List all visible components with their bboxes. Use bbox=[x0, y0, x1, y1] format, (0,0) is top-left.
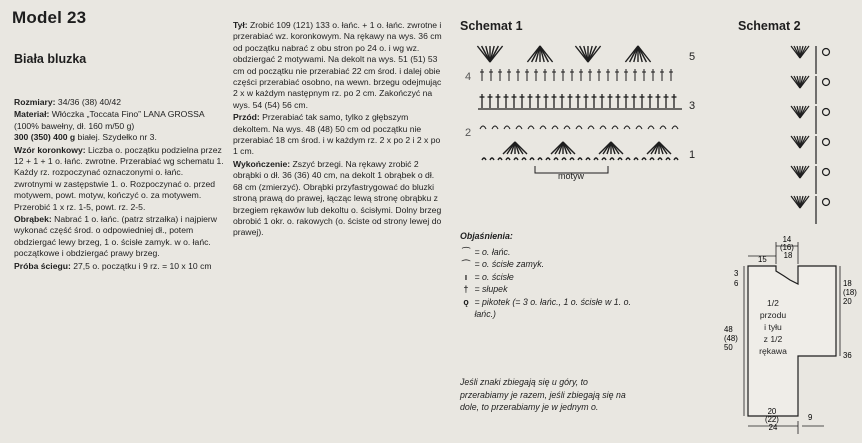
legend-item-chain bbox=[460, 246, 640, 259]
dim-bottom-line-2: (22) bbox=[764, 415, 779, 424]
legend-text-slip: = o. ścisłe zamyk. bbox=[474, 259, 545, 269]
pattern-subtitle: Biała bluzka bbox=[14, 52, 87, 66]
chain-row1 bbox=[658, 158, 662, 160]
dim-top-width-line-2: (16) bbox=[779, 243, 794, 252]
chain-arc-row2 bbox=[576, 126, 582, 129]
front-text: Przerabiać tak samo, tylko z głębszym dekoltem. Na wys. 48 (48) 50 cm od początku nie przerabiać 18 cm środ. i w każdym rz. 2 x po 2 i 2 x po 1 cm. bbox=[233, 112, 441, 157]
dim-body-height-line-2: (48) bbox=[724, 334, 738, 343]
schematic-outline bbox=[748, 266, 836, 416]
chain-row1 bbox=[490, 158, 494, 160]
dim-top-width bbox=[780, 235, 796, 260]
chain-arc-row2 bbox=[540, 126, 546, 129]
fan-row1-2 bbox=[599, 142, 623, 154]
row-number-3: 3 bbox=[689, 100, 696, 112]
edging-fan-1 bbox=[791, 76, 809, 88]
row-number-4: 4 bbox=[465, 71, 472, 83]
legend-item-slip bbox=[460, 258, 640, 271]
chain-arc-row2 bbox=[480, 126, 486, 129]
material-weight: 300 (350) 400 g bbox=[14, 132, 76, 143]
picot-1 bbox=[823, 79, 830, 86]
instructions-column-1 bbox=[14, 97, 224, 273]
edging-fan-3 bbox=[791, 136, 809, 148]
chain-stitch-icon: ⁀ bbox=[462, 246, 470, 257]
dim-armhole-line-3: 20 bbox=[843, 297, 852, 306]
picot-5 bbox=[823, 199, 830, 206]
piece-label-line-2: przodu bbox=[759, 310, 787, 320]
dim-side-height: 36 bbox=[843, 351, 852, 360]
chain-row1 bbox=[634, 158, 638, 160]
piece-label-line-5: rękawa bbox=[759, 346, 787, 356]
chain-arc-row2 bbox=[636, 126, 642, 129]
legend bbox=[460, 230, 640, 321]
picot-3 bbox=[823, 139, 830, 146]
gauge-label: Próba ściegu: bbox=[14, 260, 71, 271]
dim-body-height-line-1: 48 bbox=[724, 325, 733, 334]
lace-paragraph bbox=[14, 145, 224, 213]
legend-footnote: Jeśli znaki zbiegają się u góry, to przerabiamy je razem, jeśli zbiegają się na dole, to przerabiamy je w jednym o. bbox=[460, 377, 626, 412]
edge-text: Nabrać 1 o. łańc. (patrz strzałka) i najpierw wykonać część środ. o odpowiedniej dł., potem obdziergać lewy brzeg, 1 o. ścisłe zamyk. w o. łańc. początkowe i obdziergać prawy brzeg. bbox=[14, 214, 217, 259]
finish-text: Zszyć brzegi. Na rękawy zrobić 2 obrąbki o dł. 36 (36) 40 cm, na dekolt 1 obrąbek o dł. 68 cm (zmierzyć). Obrąbki przyfastrygować do bluzki stroną prawą do prawej, łącząc lewą stronę obrąbku z brzegiem rękawów lub dekoltu o. ścisłymi. Dolny brzeg obrobić 1 okr. o. rakowych (o. ściste od strony lewej do prawej). bbox=[233, 158, 442, 238]
back-paragraph bbox=[233, 20, 445, 111]
legend-text-double: = słupek bbox=[474, 284, 508, 294]
row-number-5: 5 bbox=[689, 51, 696, 63]
edge-paragraph bbox=[14, 214, 224, 260]
chain-arc-row2 bbox=[492, 126, 498, 129]
material-label: Materiał: bbox=[14, 109, 50, 120]
chain-row1 bbox=[570, 158, 574, 160]
chain-row1 bbox=[650, 158, 654, 160]
slip-stitch-icon: ⌒ bbox=[461, 259, 471, 269]
dim-bottom-line-1: 20 bbox=[767, 407, 777, 416]
back-label: Tył: bbox=[233, 20, 248, 30]
legend-item-double bbox=[460, 283, 640, 296]
row-number-2: 2 bbox=[465, 127, 472, 139]
picot-2 bbox=[823, 109, 830, 116]
picot-0 bbox=[823, 49, 830, 56]
chain-row1 bbox=[554, 158, 558, 160]
dim-top-width-line-3: 18 bbox=[783, 251, 793, 260]
chain-arc-row2 bbox=[564, 126, 570, 129]
edging-chart bbox=[786, 36, 856, 226]
dim-armhole-line-2: (18) bbox=[843, 288, 857, 297]
piece-label-line-4: z 1/2 bbox=[763, 334, 783, 344]
garment-schematic bbox=[724, 235, 857, 436]
chain-row1 bbox=[674, 158, 678, 160]
dim-sleeve: 9 bbox=[808, 413, 813, 422]
lace-label: Wzór koronkowy: bbox=[14, 144, 86, 155]
finish-label: Wykończenie: bbox=[233, 158, 291, 169]
chain-row1 bbox=[586, 158, 590, 160]
chain-row1 bbox=[498, 158, 502, 160]
instructions-column-2 bbox=[233, 20, 445, 240]
chain-row1 bbox=[610, 158, 614, 160]
material-text: Włóczka „Toccata Fino” LANA GROSSA (100% bawełny, dł. 160 m/50 g) bbox=[14, 109, 205, 131]
double-crochet-icon: † bbox=[463, 284, 469, 294]
chain-arc-row2 bbox=[588, 126, 594, 129]
chain-arc-row2 bbox=[660, 126, 666, 129]
dim-body-height-line-3: 50 bbox=[724, 343, 733, 352]
fan-row5-1 bbox=[527, 46, 552, 62]
chart-row-3 bbox=[478, 94, 682, 109]
schema-1-title: Schemat 1 bbox=[460, 19, 523, 33]
model-title: Model 23 bbox=[12, 8, 87, 27]
dim-top-width-line-1: 14 bbox=[782, 235, 792, 244]
finish-paragraph bbox=[233, 159, 445, 239]
front-paragraph bbox=[233, 112, 445, 158]
edging-fan-5 bbox=[791, 196, 809, 208]
motif-label: motyw bbox=[558, 171, 585, 181]
fan-row5-0 bbox=[477, 46, 502, 62]
fan-row1-0 bbox=[503, 142, 527, 154]
chain-row1 bbox=[546, 158, 550, 160]
crochet-chart-1 bbox=[460, 36, 700, 186]
fan-row5-2 bbox=[575, 46, 600, 62]
edging-fan-4 bbox=[791, 166, 809, 178]
chain-row1 bbox=[522, 158, 526, 160]
chain-row1 bbox=[562, 158, 566, 160]
chain-row1 bbox=[602, 158, 606, 160]
chain-arc-row2 bbox=[624, 126, 630, 129]
single-crochet-icon: ı bbox=[464, 271, 468, 282]
chart-row-2 bbox=[480, 126, 678, 129]
chain-row1 bbox=[578, 158, 582, 160]
sizes-paragraph bbox=[14, 97, 224, 108]
dim-neck-drop: 3 bbox=[734, 269, 739, 278]
chain-row1 bbox=[514, 158, 518, 160]
dim-armhole-line-1: 18 bbox=[843, 279, 852, 288]
chain-arc-row2 bbox=[552, 126, 558, 129]
edging-fan-2 bbox=[791, 106, 809, 118]
chain-row1 bbox=[530, 158, 534, 160]
back-text: Zrobić 109 (121) 133 o. łańc. + 1 o. łańc. zwrotne i przerabiać wz. koronkowym. Na rękawy na wys. 36 cm od początku nabrać z obu stron po 24 o. i wg wz. obdziergać 2 motywami. Na dekolt na wys. 51 (51) 53 cm od początku nie przerabiać 22 cm środ. i dalej obie części przerabiać osobno, na wewn. brzegu odejmując 2 x w każdym następnym rz. po 2 cm. Zakończyć na wys. 54 (54) 56 cm. bbox=[233, 20, 442, 110]
piece-label-line-1: 1/2 bbox=[767, 298, 779, 308]
sizes-text: 34/36 (38) 40/42 bbox=[55, 97, 122, 107]
sizes-label: Rozmiary: bbox=[14, 97, 56, 107]
chain-row1 bbox=[618, 158, 622, 160]
chain-row1 bbox=[666, 158, 670, 160]
legend-text-chain: = o. łańc. bbox=[474, 246, 511, 257]
edge-label: Obrąbek: bbox=[14, 214, 52, 225]
chain-row1 bbox=[506, 158, 510, 160]
material-text-2: białej. Szydełko nr 3. bbox=[75, 132, 157, 143]
legend-text-single: = o. ścisłe bbox=[474, 271, 514, 282]
chain-row1 bbox=[538, 158, 542, 160]
chain-arc-row2 bbox=[612, 126, 618, 129]
chart-row-5-fans bbox=[477, 46, 650, 62]
chain-arc-row2 bbox=[528, 126, 534, 129]
legend-item-single bbox=[460, 271, 640, 284]
legend-item-picot bbox=[460, 296, 640, 321]
lace-text: Liczba o. początku podzielna przez 12 + 1 + 1 o. łańc. zwrotne. Przerabiać wg schematu 1. Każdy rz. rozpoczynać oznaczonymi o. łańc. zwrotnymi w zastępstwie 1. o. Rozpoczynać o. przed motywem, powt. motyw, kończyć o. za motywem. Przerobić 1 x rz. 1-5, powt. rz. 2-5. bbox=[14, 144, 224, 212]
dim-neck-step: 6 bbox=[734, 279, 739, 288]
legend-text-picot: = pikotek (= 3 o. łańc., 1 o. ścisłe w 1. o. łańc.) bbox=[474, 296, 631, 319]
picot-icon: ǫ bbox=[463, 296, 469, 307]
piece-label-line-3: i tyłu bbox=[764, 322, 782, 332]
dim-body-height bbox=[724, 325, 740, 352]
dim-shoulder: 15 bbox=[758, 255, 767, 264]
front-label: Przód: bbox=[233, 112, 260, 123]
material-paragraph bbox=[14, 109, 224, 143]
fan-row1-1 bbox=[551, 142, 575, 154]
picot-4 bbox=[823, 169, 830, 176]
chain-row1 bbox=[642, 158, 646, 160]
fan-row5-3 bbox=[625, 46, 650, 62]
chain-row1 bbox=[594, 158, 598, 160]
chain-arc-row2 bbox=[516, 126, 522, 129]
dim-armhole bbox=[843, 279, 859, 306]
chain-row1 bbox=[626, 158, 630, 160]
fan-row1-3 bbox=[647, 142, 671, 154]
chart-row-1-fans bbox=[482, 142, 678, 160]
gauge-paragraph bbox=[14, 261, 224, 272]
chain-arc-row2 bbox=[600, 126, 606, 129]
legend-title: Objaśnienia: bbox=[460, 231, 513, 241]
chain-row1 bbox=[482, 158, 486, 160]
gauge-text: 27,5 o. początku i 9 rz. = 10 x 10 cm bbox=[70, 260, 212, 271]
schema-2-title: Schemat 2 bbox=[738, 19, 801, 33]
row-number-1: 1 bbox=[689, 149, 696, 161]
chain-arc-row2 bbox=[504, 126, 510, 129]
dim-bottom-line-3: 24 bbox=[768, 423, 778, 432]
edging-fan-0 bbox=[791, 46, 809, 58]
chart-row-4 bbox=[480, 69, 673, 81]
chain-arc-row2 bbox=[672, 126, 678, 129]
chain-arc-row2 bbox=[648, 126, 654, 129]
